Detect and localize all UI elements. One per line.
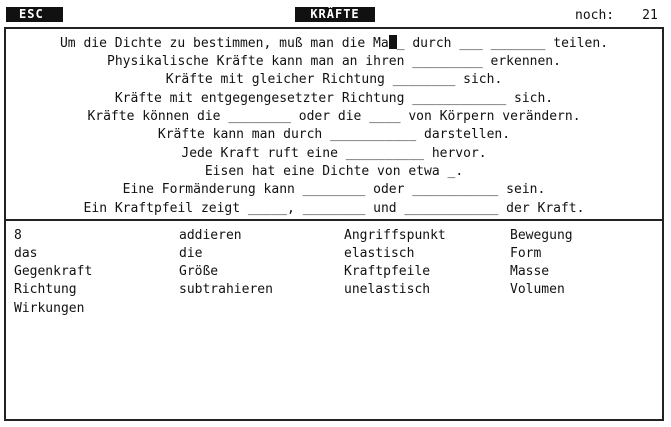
word-item[interactable]: addieren [179,228,242,243]
word-item[interactable]: Form [510,246,542,261]
counter-value: 21 [642,8,658,23]
cloze-sentences [6,29,662,221]
sentence-1-before: Um die Dichte zu bestimmen, muß man die Ma [59,36,389,51]
word-item[interactable]: Angriffspunkt [344,228,446,243]
sentence-5[interactable]: Kräfte können die ________ oder die ____ von Körpern verändern. [87,109,581,124]
word-item[interactable]: Größe [179,264,219,279]
word-item[interactable]: das [14,246,38,261]
word-item[interactable]: Richtung [14,282,77,297]
text-cursor [389,35,397,49]
word-item[interactable]: subtrahieren [179,282,273,297]
sentence-3[interactable]: Kräfte mit gleicher Richtung ________ sich. [165,72,503,87]
word-item[interactable]: Masse [510,264,550,279]
sentence-4[interactable]: Kräfte mit entgegengesetzter Richtung ____________ sich. [114,91,554,106]
remaining-counter [575,8,658,23]
word-item[interactable]: Volumen [510,282,565,297]
word-item[interactable]: Wirkungen [14,301,85,316]
sentence-7[interactable]: Jede Kraft ruft eine __________ hervor. [181,146,487,161]
word-item[interactable]: unelastisch [344,282,431,297]
sentence-9[interactable]: Eine Formänderung kann ________ oder ___________ sein. [122,182,546,197]
word-item[interactable]: die [179,246,203,261]
top-bar [0,0,671,28]
exercise-panel [4,27,664,421]
sentence-6[interactable]: Kräfte kann man durch ___________ darstellen. [157,127,511,142]
sentence-2[interactable]: Physikalische Kräfte kann man an ihren _________ erkennen. [107,54,561,69]
esc-button[interactable]: ESC [6,7,63,22]
word-item[interactable]: Bewegung [510,228,573,243]
counter-label: noch: [575,8,615,23]
word-item[interactable]: Kraftpfeile [344,264,431,279]
sentence-10[interactable]: Ein Kraftpfeil zeigt _____, ________ und ____________ der Kraft. [83,201,585,216]
word-item[interactable]: 8 [14,228,22,243]
sentence-1[interactable] [6,35,662,53]
sentence-8[interactable]: Eisen hat eine Dichte von etwa _. [204,164,464,179]
word-item[interactable]: elastisch [344,246,415,261]
sentence-1-after: _ durch ___ _______ teilen. [396,36,609,51]
page-title: KRÄFTE [295,7,375,22]
word-bank [6,221,662,419]
word-item[interactable]: Gegenkraft [14,264,93,279]
